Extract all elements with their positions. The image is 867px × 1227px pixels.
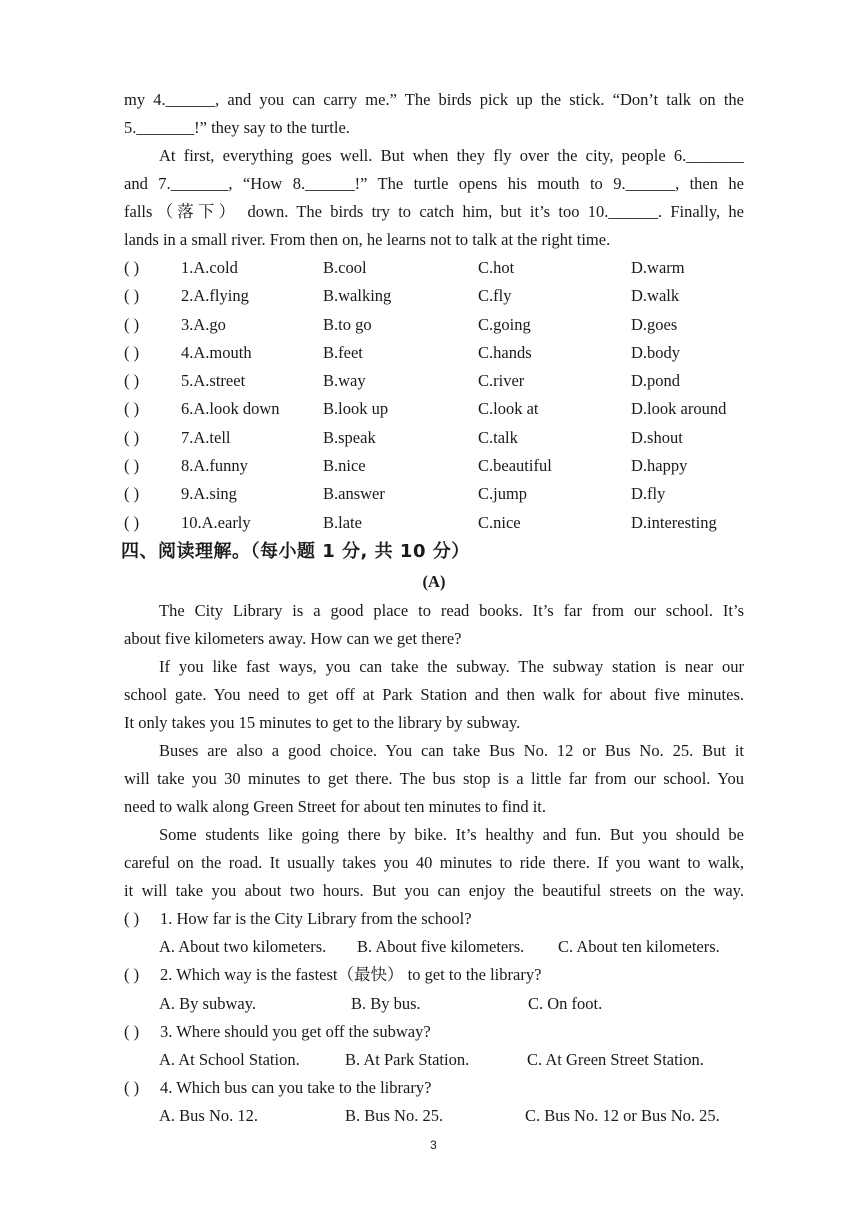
question-3-answers [124,1046,744,1074]
option-d: D.shout [631,427,683,447]
answer-b: B. At Park Station. [345,1049,470,1069]
question-1 [124,905,744,933]
passage-line-11: it will take you about two hours. But you can enjoy the beautiful streets on the way. [124,880,744,900]
option-row-1 [124,254,744,282]
answer-blank[interactable]: ( ) [124,286,140,306]
answer-c: C. About ten kilometers. [558,937,720,957]
question-text: 2. Which way is the fastest（最快） to get to the library? [160,965,542,985]
answer-a: A. About two kilometers. [159,937,327,957]
option-b: B.way [323,371,366,391]
option-c: C.jump [478,484,528,504]
answer-a: A. At School Station. [159,1049,300,1069]
answer-b: B. By bus. [351,993,421,1013]
page-number: 3 [430,1138,437,1152]
passage-line-3: If you like fast ways, you can take the subway. The subway station is near our [159,656,744,676]
option-b: B.walking [323,286,392,306]
cloze-line-5: falls（落下） down. The birds try to catch him, but it’s too 10.______. Finally, he [124,202,744,221]
passage-line-1: The City Library is a good place to read books. It’s far from our school. It’s [159,600,744,620]
option-c: C.look at [478,399,539,419]
answer-c: C. On foot. [528,993,603,1013]
exam-page [121,86,744,1130]
option-row-10 [124,509,744,537]
answer-blank[interactable]: ( ) [124,1078,140,1098]
option-d: D.pond [631,371,681,391]
option-row-6 [124,395,744,423]
answer-blank[interactable]: ( ) [124,399,140,419]
passage-line-9: Some students like going there by bike. It’s healthy and fun. But you should be [159,824,744,844]
passage-line-6: Buses are also a good choice. You can take Bus No. 12 or Bus No. 25. But it [159,740,744,760]
option-row-9 [124,480,744,508]
passage-line-2: about five kilometers away. How can we get there? [124,628,462,648]
option-b: B.speak [323,427,376,447]
option-b: B.late [323,512,362,532]
answer-blank[interactable]: ( ) [124,484,140,504]
answer-blank[interactable]: ( ) [124,456,140,476]
option-row-8 [124,452,744,480]
option-c: C.nice [478,512,521,532]
question-1-answers [124,933,744,961]
option-d: D.body [631,342,681,362]
passage-line-7: will take you 30 minutes to get there. The bus stop is a little far from our school. You [124,768,744,788]
option-a: 6.A.look down [181,399,280,419]
answer-b: B. About five kilometers. [357,937,525,957]
cloze-line-2: 5._______!” they say to the turtle. [124,118,350,137]
option-row-2 [124,282,744,310]
option-d: D.look around [631,399,727,419]
answer-blank[interactable]: ( ) [124,314,140,334]
passage-label: (A) [422,571,446,591]
option-c: C.fly [478,286,512,306]
answer-blank[interactable]: ( ) [124,427,140,447]
option-row-7 [124,424,744,452]
option-a: 1.A.cold [181,258,238,277]
option-a: 8.A.funny [181,456,248,476]
answer-b: B. Bus No. 25. [345,1106,444,1126]
option-a: 10.A.early [181,512,251,532]
question-text: 1. How far is the City Library from the school? [160,908,472,928]
option-a: 4.A.mouth [181,342,252,362]
option-d: D.goes [631,314,678,334]
answer-c: C. Bus No. 12 or Bus No. 25. [525,1106,720,1126]
answer-blank[interactable]: ( ) [124,908,140,928]
option-c: C.river [478,371,525,391]
option-d: D.happy [631,456,688,476]
passage-line-5: It only takes you 15 minutes to get to the library by subway. [124,712,521,732]
option-a: 9.A.sing [181,484,237,504]
passage-line-8: need to walk along Green Street for about ten minutes to find it. [124,796,547,816]
option-d: D.warm [631,258,685,277]
option-c: C.talk [478,427,518,447]
answer-blank[interactable]: ( ) [124,258,140,277]
answer-blank[interactable]: ( ) [124,342,140,362]
passage-line-10: careful on the road. It usually takes you 40 minutes to ride there. If you want to walk, [124,852,744,872]
answer-blank[interactable]: ( ) [124,371,140,391]
question-text: 4. Which bus can you take to the library? [160,1078,432,1098]
section-title: 四、阅读理解。（每小题 1 分, 共 10 分） [121,540,470,562]
option-b: B.feet [323,342,363,362]
option-c: C.going [478,314,531,334]
passage-line-4: school gate. You need to get off at Park Station and then walk for about five minutes. [124,684,744,704]
option-a: 5.A.street [181,371,246,391]
question-4 [124,1074,744,1102]
answer-blank[interactable]: ( ) [124,1021,140,1041]
option-c: C.hot [478,258,515,277]
answer-a: A. By subway. [159,993,257,1013]
option-b: B.cool [323,258,367,277]
cloze-line-3: At first, everything goes well. But when they fly over the city, people 6._______ [159,146,744,165]
option-b: B.answer [323,484,385,504]
cloze-line-6: lands in a small river. From then on, he learns not to talk at the right time. [124,230,611,249]
question-3 [124,1018,744,1046]
option-b: B.to go [323,314,372,334]
option-a: 3.A.go [181,314,226,334]
cloze-line-1: my 4.______, and you can carry me.” The birds pick up the stick. “Don’t talk on the [124,90,744,109]
option-row-5 [124,367,744,395]
option-row-3 [124,311,744,339]
answer-blank[interactable]: ( ) [124,965,140,985]
option-b: B.nice [323,456,366,476]
answer-blank[interactable]: ( ) [124,512,140,532]
cloze-line-4: and 7._______, “How 8.______!” The turtle opens his mouth to 9.______, then he [124,174,744,193]
option-c: C.beautiful [478,456,552,476]
option-a: 7.A.tell [181,427,231,447]
answer-a: A. Bus No. 12. [159,1106,259,1126]
question-2 [124,961,744,989]
option-d: D.interesting [631,512,717,532]
question-text: 3. Where should you get off the subway? [160,1021,431,1041]
question-4-answers [124,1102,744,1130]
option-b: B.look up [323,399,389,419]
option-a: 2.A.flying [181,286,249,306]
answer-c: C. At Green Street Station. [527,1049,704,1069]
option-c: C.hands [478,342,532,362]
question-2-answers [124,990,744,1018]
option-row-4 [124,339,744,367]
option-d: D.fly [631,484,666,504]
option-d: D.walk [631,286,680,306]
